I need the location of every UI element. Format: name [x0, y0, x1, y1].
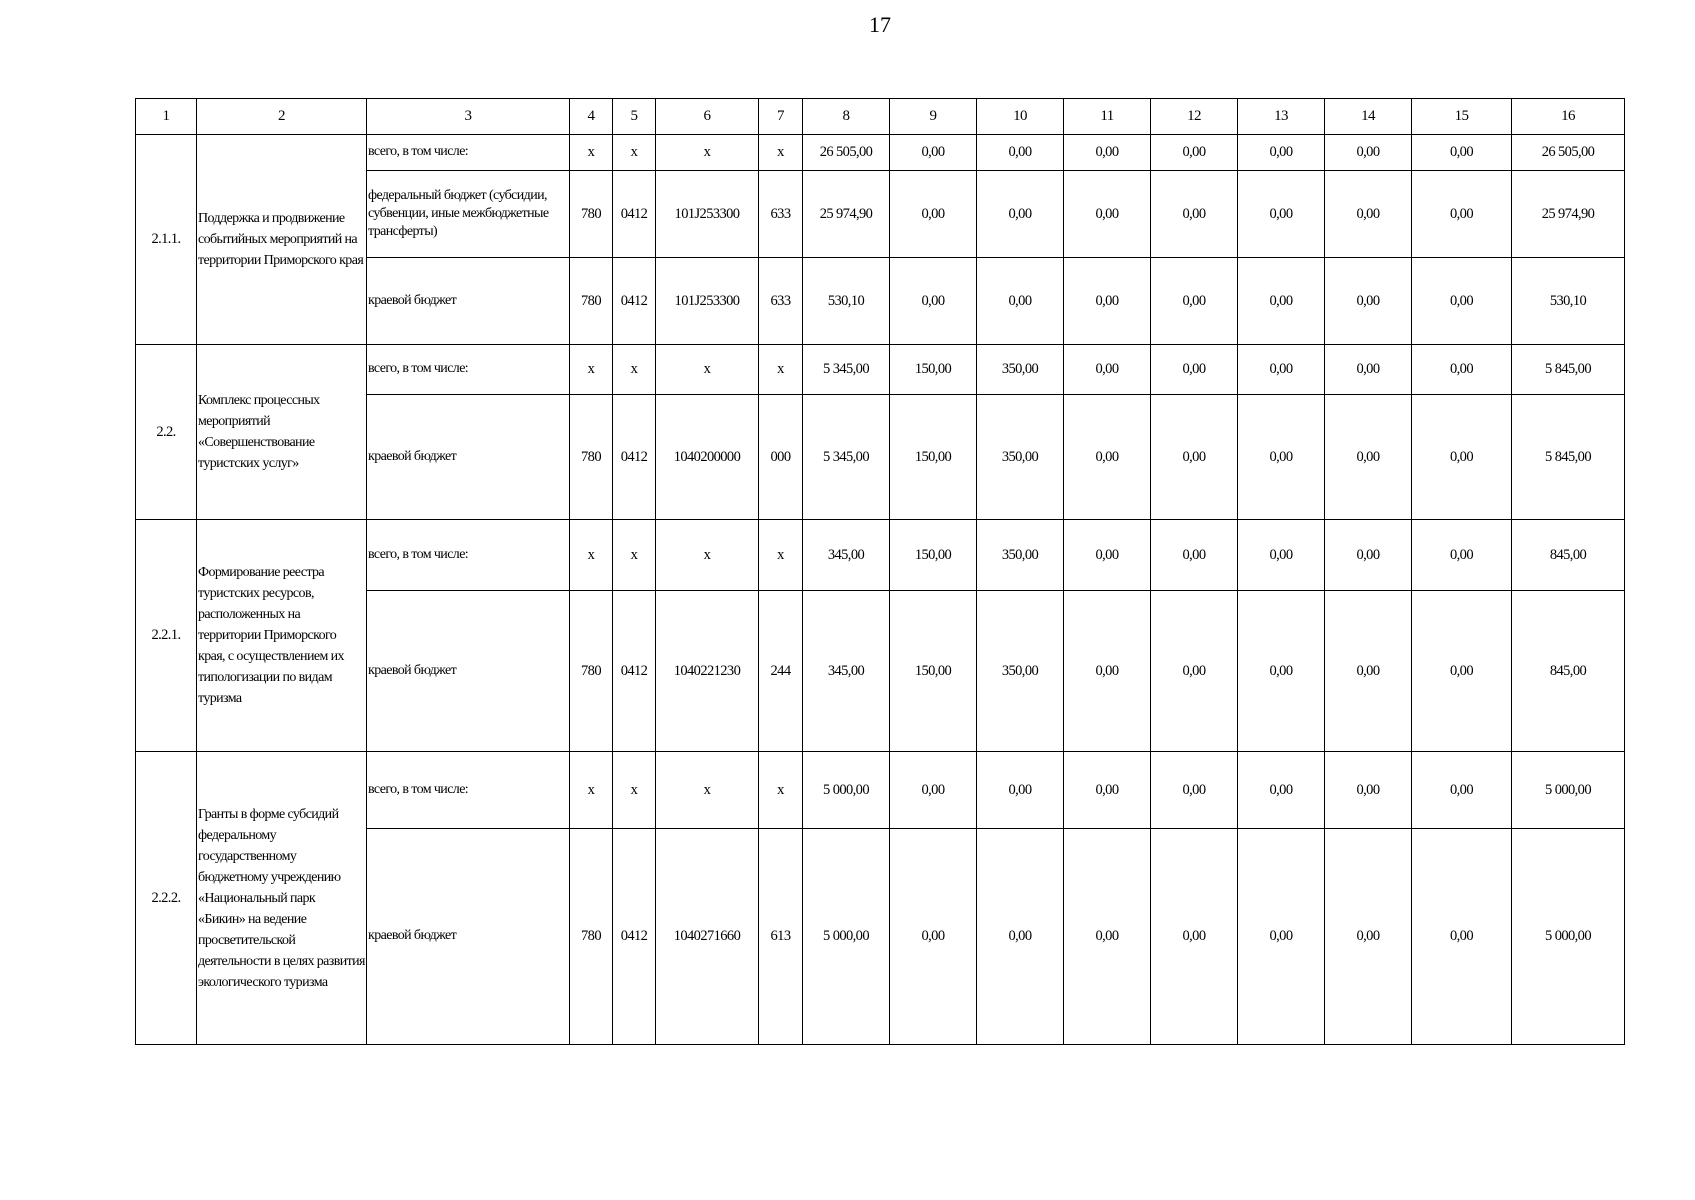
- table-row: [136, 345, 1625, 395]
- total-amount-cell: 845,00: [1512, 520, 1625, 591]
- total-amount-cell: 530,10: [1512, 258, 1625, 345]
- item-name: Формирование реестра туристских ресурсов, расположенных на территории Приморского края, с осуществлением их типологизации по видам туризма: [197, 520, 367, 752]
- amount-cell: 0,00: [1151, 171, 1238, 258]
- col-7-value: x: [759, 135, 803, 171]
- amount-cell: 5 000,00: [803, 829, 890, 1045]
- amount-cell: 0,00: [1412, 395, 1512, 520]
- item-name: Поддержка и продвижение событийных мероприятий на территории Приморского края: [197, 135, 367, 345]
- item-number: 2.2.1.: [136, 520, 197, 752]
- amount-cell: 0,00: [1238, 395, 1325, 520]
- total-amount-cell: 5 000,00: [1512, 752, 1625, 829]
- col-5-value: 0412: [613, 591, 656, 752]
- funding-source: федеральный бюджет (субсидии, субвенции, иные межбюджетные трансферты): [367, 171, 570, 258]
- amount-cell: 0,00: [890, 258, 977, 345]
- amount-cell: 0,00: [1238, 829, 1325, 1045]
- col-6-value: 1040271660: [656, 829, 759, 1045]
- header-cell: 3: [367, 99, 570, 135]
- col-5-value: x: [613, 345, 656, 395]
- header-cell: 4: [570, 99, 613, 135]
- table-row: [136, 752, 1625, 829]
- amount-cell: 0,00: [1238, 520, 1325, 591]
- amount-cell: 0,00: [1412, 591, 1512, 752]
- col-6-value: 1040221230: [656, 591, 759, 752]
- amount-cell: 0,00: [1064, 752, 1151, 829]
- amount-cell: 0,00: [1325, 135, 1412, 171]
- amount-cell: 0,00: [890, 829, 977, 1045]
- amount-cell: 0,00: [890, 135, 977, 171]
- item-name: Комплекс процессных мероприятий «Совершенствование туристских услуг»: [197, 345, 367, 520]
- col-4-value: x: [570, 345, 613, 395]
- col-5-value: 0412: [613, 171, 656, 258]
- amount-cell: 0,00: [1064, 345, 1151, 395]
- amount-cell: 0,00: [1325, 591, 1412, 752]
- amount-cell: 0,00: [977, 135, 1064, 171]
- amount-cell: 0,00: [977, 752, 1064, 829]
- amount-cell: 0,00: [1064, 591, 1151, 752]
- amount-cell: 0,00: [1064, 171, 1151, 258]
- amount-cell: 0,00: [1325, 395, 1412, 520]
- header-row: [136, 99, 1625, 135]
- header-cell: 6: [656, 99, 759, 135]
- header-cell: 10: [977, 99, 1064, 135]
- amount-cell: 0,00: [1064, 135, 1151, 171]
- amount-cell: 0,00: [977, 258, 1064, 345]
- amount-cell: 0,00: [890, 171, 977, 258]
- header-cell: 16: [1512, 99, 1625, 135]
- col-4-value: 780: [570, 829, 613, 1045]
- col-5-value: 0412: [613, 258, 656, 345]
- amount-cell: 350,00: [977, 520, 1064, 591]
- col-7-value: x: [759, 752, 803, 829]
- amount-cell: 26 505,00: [803, 135, 890, 171]
- amount-cell: 350,00: [977, 591, 1064, 752]
- amount-cell: 0,00: [1325, 345, 1412, 395]
- col-5-value: 0412: [613, 829, 656, 1045]
- amount-cell: 150,00: [890, 591, 977, 752]
- header-cell: 15: [1412, 99, 1512, 135]
- amount-cell: 0,00: [1412, 345, 1512, 395]
- amount-cell: 0,00: [1412, 258, 1512, 345]
- col-5-value: x: [613, 520, 656, 591]
- amount-cell: 350,00: [977, 395, 1064, 520]
- amount-cell: 0,00: [1064, 395, 1151, 520]
- col-4-value: x: [570, 520, 613, 591]
- amount-cell: 0,00: [1151, 520, 1238, 591]
- total-amount-cell: 845,00: [1512, 591, 1625, 752]
- col-7-value: 613: [759, 829, 803, 1045]
- amount-cell: 0,00: [1412, 829, 1512, 1045]
- col-6-value: 101J253300: [656, 171, 759, 258]
- amount-cell: 150,00: [890, 345, 977, 395]
- table-row: [136, 135, 1625, 171]
- total-amount-cell: 5 845,00: [1512, 395, 1625, 520]
- amount-cell: 0,00: [1064, 520, 1151, 591]
- amount-cell: 0,00: [1238, 135, 1325, 171]
- col-7-value: 633: [759, 171, 803, 258]
- col-7-value: x: [759, 520, 803, 591]
- amount-cell: 0,00: [1325, 258, 1412, 345]
- col-6-value: 1040200000: [656, 395, 759, 520]
- amount-cell: 0,00: [1151, 829, 1238, 1045]
- col-6-value: x: [656, 520, 759, 591]
- amount-cell: 530,10: [803, 258, 890, 345]
- col-4-value: 780: [570, 591, 613, 752]
- amount-cell: 0,00: [890, 752, 977, 829]
- funding-source: всего, в том числе:: [367, 345, 570, 395]
- header-cell: 5: [613, 99, 656, 135]
- amount-cell: 5 345,00: [803, 395, 890, 520]
- amount-cell: 5 345,00: [803, 345, 890, 395]
- amount-cell: 0,00: [1151, 591, 1238, 752]
- amount-cell: 150,00: [890, 520, 977, 591]
- header-cell: 8: [803, 99, 890, 135]
- col-4-value: 780: [570, 395, 613, 520]
- amount-cell: 0,00: [1238, 171, 1325, 258]
- funding-source: всего, в том числе:: [367, 520, 570, 591]
- header-cell: 7: [759, 99, 803, 135]
- col-6-value: 101J253300: [656, 258, 759, 345]
- amount-cell: 0,00: [1238, 258, 1325, 345]
- table-row: [136, 520, 1625, 591]
- amount-cell: 0,00: [1325, 520, 1412, 591]
- col-7-value: x: [759, 345, 803, 395]
- header-cell: 1: [136, 99, 197, 135]
- col-6-value: x: [656, 135, 759, 171]
- col-7-value: 244: [759, 591, 803, 752]
- col-4-value: x: [570, 135, 613, 171]
- col-6-value: x: [656, 345, 759, 395]
- funding-source: всего, в том числе:: [367, 752, 570, 829]
- header-cell: 13: [1238, 99, 1325, 135]
- funding-source: краевой бюджет: [367, 395, 570, 520]
- item-number: 2.2.: [136, 345, 197, 520]
- amount-cell: 0,00: [1238, 591, 1325, 752]
- col-7-value: 633: [759, 258, 803, 345]
- amount-cell: 0,00: [1412, 752, 1512, 829]
- amount-cell: 0,00: [1412, 520, 1512, 591]
- amount-cell: 0,00: [1064, 258, 1151, 345]
- item-name: Гранты в форме субсидий федеральному государственному бюджетному учреждению «Национальный парк «Бикин» на ведение просветительской деятельности в целях развития экологического туризма: [197, 752, 367, 1045]
- amount-cell: 0,00: [1151, 135, 1238, 171]
- col-6-value: x: [656, 752, 759, 829]
- amount-cell: 0,00: [1412, 171, 1512, 258]
- col-4-value: x: [570, 752, 613, 829]
- header-cell: 14: [1325, 99, 1412, 135]
- budget-table: [135, 98, 1625, 1045]
- total-amount-cell: 26 505,00: [1512, 135, 1625, 171]
- total-amount-cell: 5 845,00: [1512, 345, 1625, 395]
- total-amount-cell: 5 000,00: [1512, 829, 1625, 1045]
- amount-cell: 0,00: [1325, 752, 1412, 829]
- col-4-value: 780: [570, 171, 613, 258]
- amount-cell: 0,00: [1064, 829, 1151, 1045]
- amount-cell: 0,00: [977, 171, 1064, 258]
- funding-source: краевой бюджет: [367, 829, 570, 1045]
- funding-source: краевой бюджет: [367, 258, 570, 345]
- amount-cell: 0,00: [1151, 345, 1238, 395]
- amount-cell: 0,00: [1151, 258, 1238, 345]
- total-amount-cell: 25 974,90: [1512, 171, 1625, 258]
- amount-cell: 0,00: [1325, 171, 1412, 258]
- header-cell: 11: [1064, 99, 1151, 135]
- header-cell: 9: [890, 99, 977, 135]
- col-4-value: 780: [570, 258, 613, 345]
- amount-cell: 5 000,00: [803, 752, 890, 829]
- amount-cell: 0,00: [1412, 135, 1512, 171]
- amount-cell: 0,00: [1238, 345, 1325, 395]
- col-5-value: 0412: [613, 395, 656, 520]
- item-number: 2.1.1.: [136, 135, 197, 345]
- header-cell: 2: [197, 99, 367, 135]
- amount-cell: 0,00: [1238, 752, 1325, 829]
- funding-source: всего, в том числе:: [367, 135, 570, 171]
- amount-cell: 345,00: [803, 591, 890, 752]
- amount-cell: 0,00: [1151, 752, 1238, 829]
- funding-source: краевой бюджет: [367, 591, 570, 752]
- header-cell: 12: [1151, 99, 1238, 135]
- amount-cell: 350,00: [977, 345, 1064, 395]
- amount-cell: 0,00: [977, 829, 1064, 1045]
- amount-cell: 0,00: [1151, 395, 1238, 520]
- col-7-value: 000: [759, 395, 803, 520]
- amount-cell: 25 974,90: [803, 171, 890, 258]
- col-5-value: x: [613, 135, 656, 171]
- item-number: 2.2.2.: [136, 752, 197, 1045]
- page-number: 17: [869, 12, 891, 37]
- amount-cell: 150,00: [890, 395, 977, 520]
- amount-cell: 345,00: [803, 520, 890, 591]
- col-5-value: x: [613, 752, 656, 829]
- amount-cell: 0,00: [1325, 829, 1412, 1045]
